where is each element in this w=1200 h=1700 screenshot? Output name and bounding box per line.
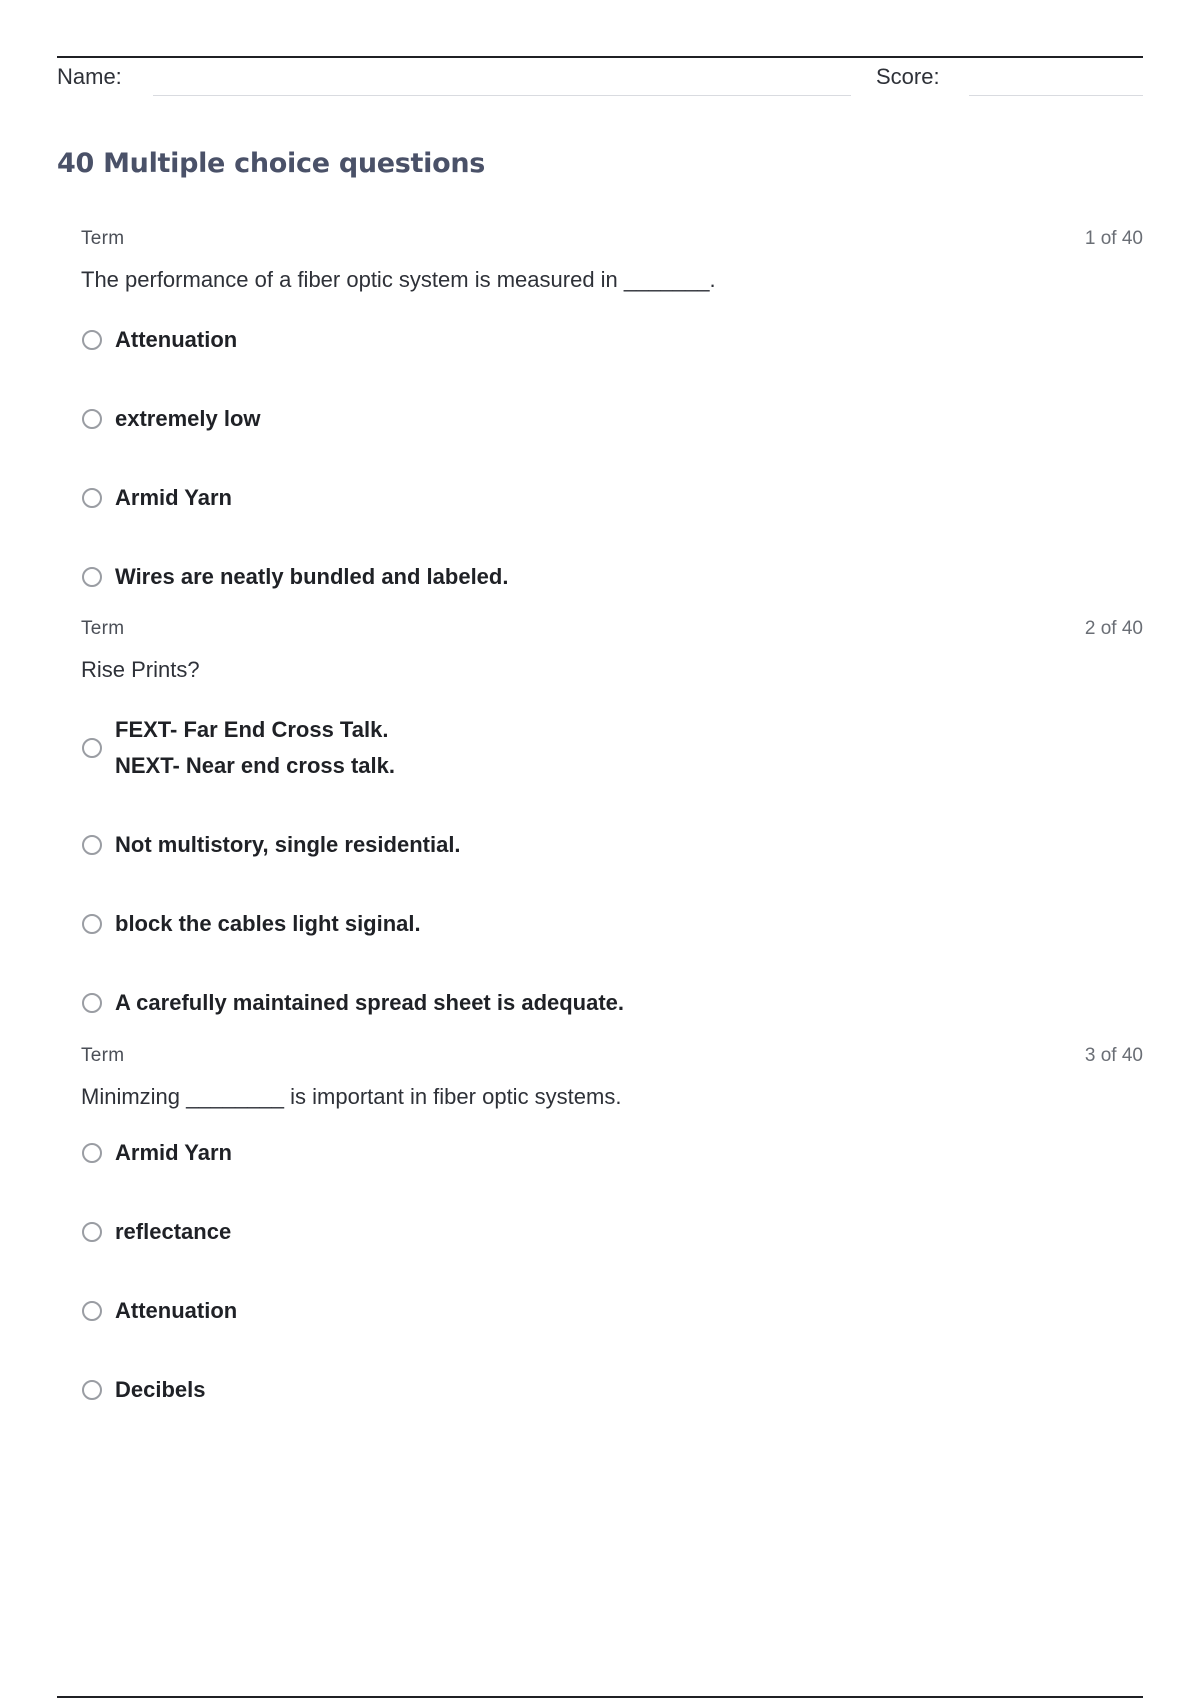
option-item[interactable] [81, 827, 1143, 863]
option-item[interactable] [81, 401, 1143, 437]
option-item[interactable] [81, 1214, 1143, 1250]
term-label: Term [81, 1045, 125, 1066]
question-header [57, 1045, 1143, 1069]
option-label: extremely low [115, 406, 261, 431]
question-3 [57, 1045, 1143, 1451]
option-item[interactable] [81, 559, 1143, 595]
options-list [57, 712, 1143, 1021]
radio-button[interactable] [82, 914, 102, 934]
question-counter: 3 of 40 [1084, 1045, 1143, 1066]
options-list [57, 322, 1143, 595]
radio-button[interactable] [82, 488, 102, 508]
question-counter: 1 of 40 [1084, 228, 1143, 249]
question-header [57, 618, 1143, 642]
score-label: Score: [876, 64, 940, 89]
option-label: Decibels [115, 1377, 206, 1402]
bottom-rule [57, 1696, 1143, 1698]
option-item[interactable] [81, 985, 1143, 1021]
radio-button[interactable] [82, 1301, 102, 1321]
option-item[interactable] [81, 480, 1143, 516]
option-item[interactable] [81, 1135, 1143, 1171]
option-label: FEXT- Far End Cross Talk. NEXT- Near end cross talk. [115, 717, 395, 778]
radio-button[interactable] [82, 567, 102, 587]
option-label: Wires are neatly bundled and labeled. [115, 564, 509, 589]
term-label: Term [81, 228, 125, 249]
radio-button[interactable] [82, 1380, 102, 1400]
radio-button[interactable] [82, 330, 102, 350]
option-item[interactable] [81, 1372, 1143, 1408]
radio-button[interactable] [82, 993, 102, 1013]
radio-button[interactable] [82, 835, 102, 855]
radio-button[interactable] [82, 409, 102, 429]
radio-button[interactable] [82, 1222, 102, 1242]
option-label: Attenuation [115, 1298, 238, 1323]
option-item[interactable] [81, 1293, 1143, 1329]
option-label: block the cables light siginal. [115, 911, 421, 936]
question-prompt: Rise Prints? [81, 657, 200, 682]
header-row [57, 60, 1143, 100]
question-header [57, 228, 1143, 252]
option-label: Not multistory, single residential. [115, 832, 461, 857]
question-prompt: Minimzing ________ is important in fiber optic systems. [81, 1084, 622, 1109]
question-2 [57, 618, 1143, 1064]
radio-button[interactable] [82, 1143, 102, 1163]
score-field[interactable] [969, 95, 1143, 96]
option-label: Armid Yarn [115, 1140, 232, 1165]
option-label: Attenuation [115, 327, 238, 352]
question-counter: 2 of 40 [1084, 618, 1143, 639]
option-label: reflectance [115, 1219, 232, 1244]
top-rule [57, 56, 1143, 58]
option-item[interactable] [81, 906, 1143, 942]
option-label: Armid Yarn [115, 485, 232, 510]
name-field[interactable] [153, 95, 851, 96]
options-list [57, 1135, 1143, 1408]
radio-button[interactable] [82, 738, 102, 758]
term-label: Term [81, 618, 125, 639]
option-label: A carefully maintained spread sheet is adequate. [115, 990, 625, 1015]
name-label: Name: [57, 64, 122, 89]
question-1 [57, 228, 1143, 638]
option-item[interactable] [81, 322, 1143, 358]
section-title: 40 Multiple choice questions [57, 148, 486, 179]
option-item[interactable] [81, 712, 1143, 784]
question-prompt: The performance of a fiber optic system is measured in _______. [81, 267, 716, 292]
